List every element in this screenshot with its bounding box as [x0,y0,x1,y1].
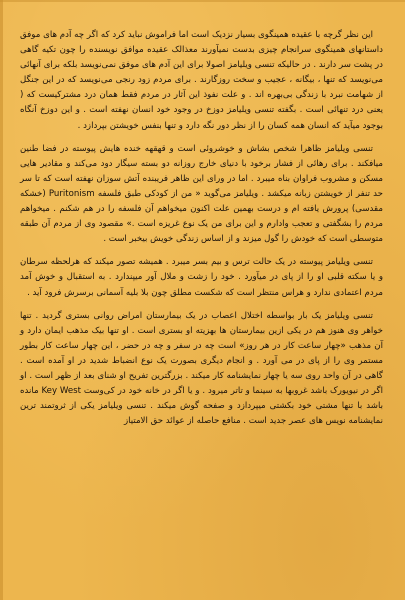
page-edge-top [0,0,405,2]
article-text [20,28,383,429]
paragraph-3: تنسی ویلیامز پیوسته در یک حالت ترس و بیم بسر میبرد . همیشه تصور میکند که هرلحظه سرطان و یا سکته قلبی او را از پای در میآورد . خود را زشت و ملال آور میپندارد . به استقبال و خوش آمد مردم اعتمادی ندارد و هراس منتظر است که شکست مطلق چون بلا بلیه آسمانی برسرش فرود آید . [20,257,383,298]
paragraph-1: این نظر گرچه با عقیده همینگوی بسیار نزدیک است اما فراموش نباید کرد که اگر چه آدم های موفق داستانهای همینگوی سرانجام چیزی بدست نمیآورند معذالک عقیده موافق نویسنده را چون تکیه گاهی در پشت سر دارند . در حالیکه تنسی ویلیامز اصولا برای این آدم های موفق نمی‌نویسد بلکه برای آنهائی می‌نویسد که تنها ، بیگانه ، عجیب و سخت روزگارند . برای مردم زود رنجی می‌نویسد که در این جنگل از شهامت نبرد با زندگی بی‌بهره اند . و علت نفوذ این آثار در مردم فقط همان درد مشترکیست که ( یعنی درد تنهائی است . بگفته تنسی ویلیامز دوزخ در وجود خود انسان نهفته است . و این دوزخ آنگاه بوجود میآید که انسان همه کسان را از نظر دور نگه دارد و تنها بنفس خویشتن بپردازد . [20,30,383,131]
paragraph-4: تنسی ویلیامز یک بار بواسطه اختلال اعصاب در یک بیمارستان امراض روانی بستری گردید . تنها خواهر وی هنوز هم در یکی ازین بیمارستان ها بهزیته او بستری است . او تنها بیک مذهب ایمان دارد و آن مذهب «چهار ساعت کار در هر روز» است چه در سفر و چه در حضر ، این چهار ساعت کار بطور مستمر وی را از پای در می آورد . و انجام دیگری بصورت یک نوع انضباط شدید در او آمده است . گاهی در آن واحد روی سه یا چهار نمایشنامه کار میکند . بزرگترین تفریح او شنای بعد از ظهر است . او اگر در نیویورک باشد غروبها به سینما و تاتر میرود . و یا اگر در خانه خود در کی‌وست Key West مانده باشد با تنها مشتی خود بکشتی میپردازد و صفحه گوش میکند . تنسی ویلیامز یکی از ثروتمند ترین نمایشنامه نویس های عصر جدید است . منافع حاصله از عوائد حق الامتیاز [20,310,384,427]
paragraph-2: تنسی ویلیامز ظاهرا شخص بشاش و خوشروئی است و قهقهه خنده هایش پیوسته در فضا طنین میافکند . برای رهائی از فشار برخود با دنیای خارج روزانه دو بسته سیگار دود می‌کند و مقادیر هایی مسکن و مشروب فراوان بناه میبرد . اما در ورای این ظاهر فریبنده آتش سوزان نهفته است که تا سر حد تنفر از خویشتن زبانه میکشد . ویلیامز می‌گوید « من از کودکی طبق فلسفه Puritonism (خشکه مقدسی) پرورش یافته ام و درست بهمین علت اکنون میخواهم آن فلسفه را در هم شکنم . میخواهم مردم را بشگفتی و تعجب وادارم و این برای من یک نوع غریزه است .» مقصود وی از مردم آن طبقه متوسطی است که خودش را گول میزند و از اساس زندگی خویش بیخبر است . [20,143,383,245]
page-edge [0,0,3,600]
